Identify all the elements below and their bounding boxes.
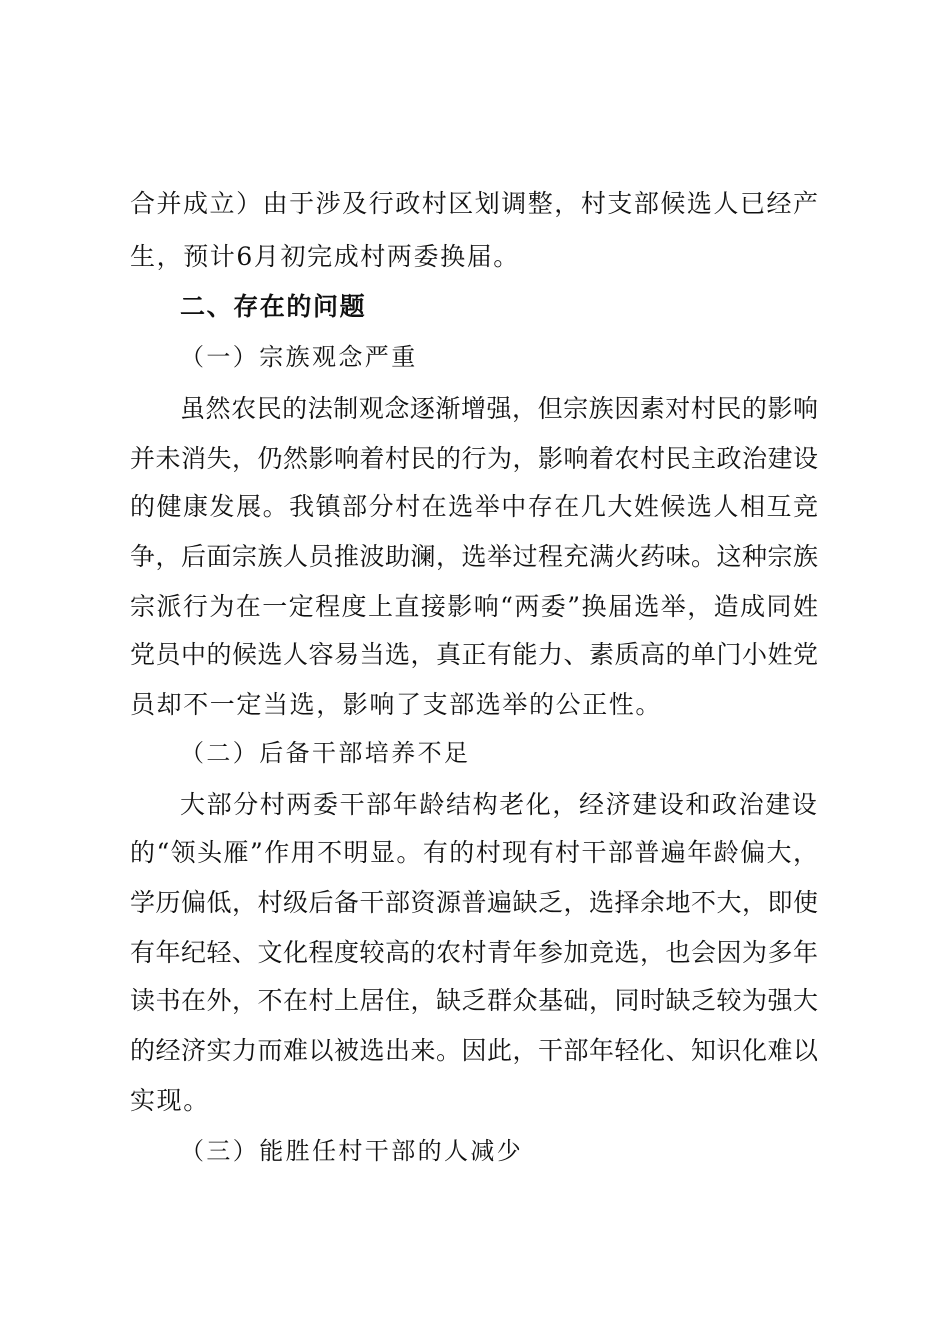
paragraph-line: 大部分村两委干部年龄结构老化，经济建设和政治建设: [180, 790, 819, 819]
paragraph-line: 虽然农民的法制观念逐渐增强，但宗族因素对村民的影响: [180, 394, 818, 423]
subsection-heading: （一）宗族观念严重: [180, 343, 418, 371]
paragraph-line: 的经济实力而难以被选出来。因此，干部年轻化、知识化难以: [130, 1036, 818, 1065]
paragraph-line: 党员中的候选人容易当选，真正有能力、素质高的单门小姓党: [130, 640, 818, 669]
paragraph-line: 读书在外，不在村上居住，缺乏群众基础，同时缺乏较为强大: [130, 986, 818, 1015]
section-heading: 二、存在的问题: [180, 292, 367, 321]
subsection-heading: （三）能胜任村干部的人减少: [180, 1137, 524, 1165]
paragraph-line: 实现。: [130, 1086, 210, 1115]
paragraph-line: 有年纪轻、文化程度较高的农村青年参加竞选，也会因为多年: [130, 938, 818, 967]
paragraph-line: 生，预计6月初完成村两委换届。: [130, 242, 520, 271]
paragraph-line: 学历偏低，村级后备干部资源普遍缺乏，选择余地不大，即使: [130, 888, 818, 917]
paragraph-line: 的健康发展。我镇部分村在选举中存在几大姓候选人相互竞: [130, 492, 818, 521]
paragraph-line: 并未消失，仍然影响着村民的行为，影响着农村民主政治建设: [130, 444, 818, 473]
paragraph-line: 争，后面宗族人员推波助澜，选举过程充满火药味。这种宗族: [130, 542, 818, 571]
paragraph-line: 员却不一定当选，影响了支部选举的公正性。: [130, 690, 663, 719]
paragraph-line: 的“领头雁”作用不明显。有的村现有村干部普遍年龄偏大，: [130, 838, 818, 867]
paragraph-line: 宗派行为在一定程度上直接影响“两委”换届选举，造成同姓: [130, 592, 818, 621]
subsection-heading: （二）后备干部培养不足: [180, 739, 471, 767]
paragraph-line: 合并成立）由于涉及行政村区划调整，村支部候选人已经产: [130, 189, 818, 218]
